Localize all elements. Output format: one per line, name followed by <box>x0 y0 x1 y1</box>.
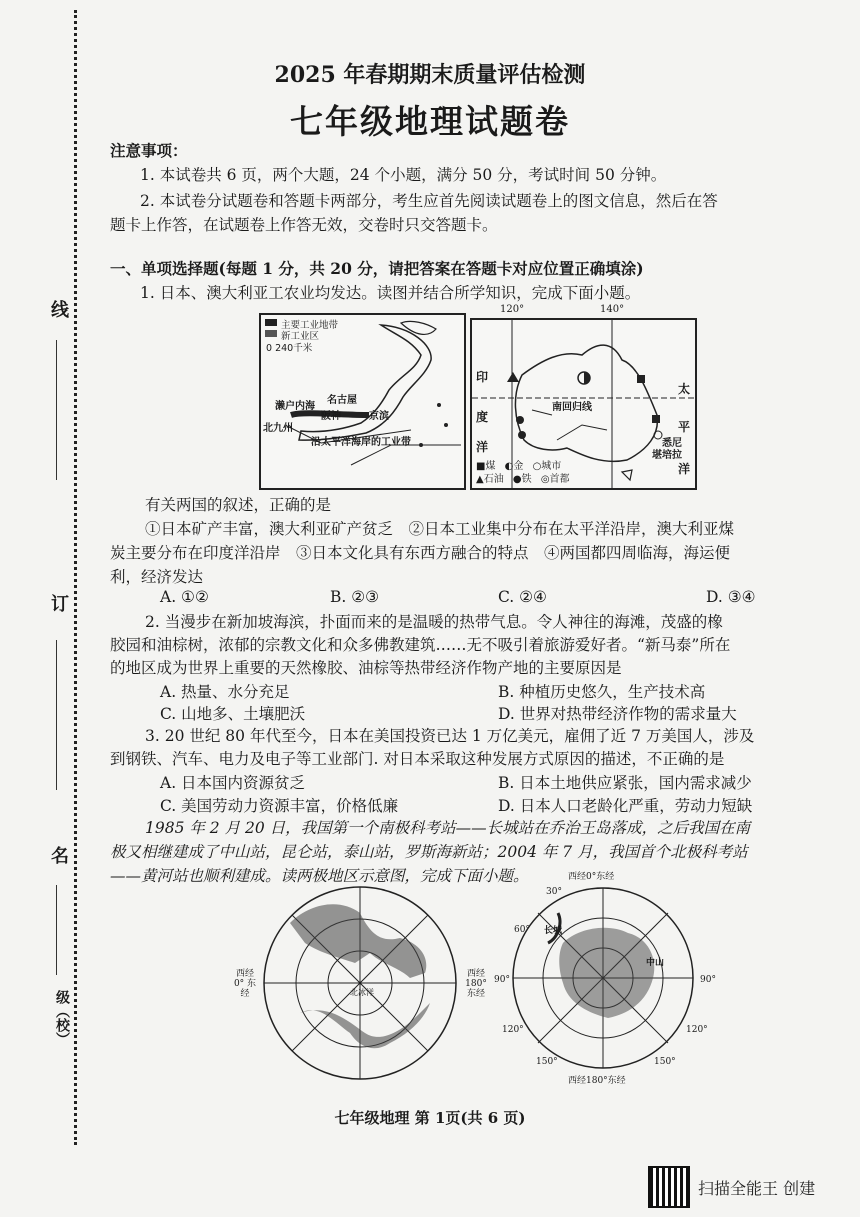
label-yang: 洋 <box>476 440 489 454</box>
legend-gold: ◐金 <box>504 461 524 472</box>
q1-stem: 有关两国的叙述，正确的是 <box>145 496 332 514</box>
q3-option-c: C. 美国劳动力资源丰富，价格低廉 <box>160 797 399 815</box>
binding-label-ji: 级（校） <box>54 990 70 1046</box>
antarctic-map-graphic <box>508 883 698 1073</box>
q2-text: 2. 当漫步在新加坡海滨，扑面而来的是温暖的热带气息。令人神往的海滩，茂盛的橡 <box>145 613 723 631</box>
legend-city: ○城市 <box>532 461 562 472</box>
q2-option-d: D. 世界对热带经济作物的需求量大 <box>498 705 737 723</box>
arctic-left-label: 西经 0° 东经 <box>233 969 257 999</box>
legend-new-area: 新工业区 <box>281 331 320 342</box>
label-setonaikai: 濑户内海 <box>275 401 315 412</box>
label-tai: 太 <box>678 382 691 396</box>
notes-item: 题卡上作答，在试题卷上作答无效，交卷时只交答题卡。 <box>110 216 498 234</box>
q2-text: 的地区成为世界上重要的天然橡胶、油棕等热带经济作物产地的主要原因是 <box>110 659 622 677</box>
lat-150l-label: 150° <box>536 1057 558 1067</box>
label-pacific-belt: 沿太平洋海岸的工业带 <box>311 437 411 448</box>
q1-text: 利，经济发达 <box>110 568 204 586</box>
label-ping: 平 <box>678 420 691 434</box>
scanner-watermark <box>648 1166 815 1208</box>
lat-90l-label: 90° <box>494 975 510 985</box>
q3-option-d: D. 日本人口老龄化严重，劳动力短缺 <box>498 797 753 815</box>
polar-intro: 1985 年 2 月 20 日，我国第一个南极科考站——长城站在乔治王岛落成，之后我国在南 <box>145 819 751 837</box>
legend-coal: ■煤 <box>476 461 496 472</box>
lat-30-label: 30° <box>546 887 562 897</box>
section-heading: 一、单项选择题(每题 1 分，共 20 分，请把答案在答题卡对应位置正确填涂) <box>110 259 644 278</box>
label-keihin: 京滨 <box>369 411 389 422</box>
arctic-map-graphic <box>260 883 460 1083</box>
lat-90r-label: 90° <box>700 975 716 985</box>
binding-label-ding: 订 <box>51 594 69 615</box>
binding-dotted-line <box>74 10 77 1145</box>
legend-capital: ◎首都 <box>540 474 570 485</box>
q2-option-c: C. 山地多、土壤肥沃 <box>160 705 306 723</box>
binding-label-ming: 名 <box>51 846 69 867</box>
antarctic-bottom-label: 西经180°东经 <box>568 1076 626 1086</box>
arctic-center-label: 北冰洋 <box>350 988 374 997</box>
aus-legend <box>476 460 570 486</box>
label-zhongshan: 中山 <box>646 958 665 968</box>
exam-title: 2025 年春期期末质量评估检测 <box>274 62 586 88</box>
q1-option-b: B. ②③ <box>330 588 380 606</box>
q2-option-b: B. 种植历史悠久，生产技术高 <box>498 683 706 701</box>
paper-title: 七年级地理试题卷 <box>290 102 570 141</box>
label-canberra: 堪培拉 <box>652 450 682 461</box>
q3-option-a: A. 日本国内资源贫乏 <box>160 774 306 792</box>
antarctic-top-label: 西经0°东经 <box>568 872 615 882</box>
notes-item: 1. 本试卷共 6 页，两个大题，24 个小题，满分 50 分，考试时间 50 分钟。 <box>140 166 667 184</box>
label-nagoya: 名古屋 <box>327 395 357 406</box>
q3-option-b: B. 日本土地供应紧张，国内需求减少 <box>498 774 752 792</box>
binding-label-line: 线 <box>51 300 69 321</box>
legend-industry-belt: 主要工业地带 <box>281 320 339 331</box>
binding-rule <box>56 640 57 790</box>
q1-option-d: D. ③④ <box>706 588 756 606</box>
binding-rule <box>56 340 57 480</box>
label-kitakyushu: 北九州 <box>263 423 293 434</box>
label-yin: 印 <box>476 370 489 384</box>
tropic-label: 南回归线 <box>552 402 592 413</box>
watermark-text: 扫描全能王 创建 <box>698 1178 816 1198</box>
notes-item: 2. 本试卷分试题卷和答题卡两部分，考生应首先阅读试题卷上的图文信息，然后在答 <box>140 192 718 210</box>
polar-intro: ——黄河站也顺利建成。读两极地区示意图，完成下面小题。 <box>110 867 529 885</box>
polar-intro: 极又相继建成了中山站，昆仑站，泰山站，罗斯海新站；2004 年 7 月，我国首个北极科考站 <box>110 843 748 861</box>
japan-map <box>259 313 466 490</box>
qr-code-icon <box>648 1166 690 1208</box>
label-changcheng: 长城 <box>544 926 563 936</box>
q1-text: 炭主要分布在印度洋沿岸 ③日本文化具有东西方融合的特点 ④两国都四周临海，海运便 <box>110 544 731 562</box>
page-footer: 七年级地理 第 1页(共 6 页) <box>334 1109 526 1127</box>
q1-text: ①日本矿产丰富，澳大利亚矿产贫乏 ②日本工业集中分布在太平洋沿岸，澳大利亚煤 <box>145 520 735 538</box>
q2-text: 胶园和油棕树，浓郁的宗教文化和众多佛教建筑……无不吸引着旅游爱好者。“新马泰”所在 <box>110 636 731 654</box>
label-osaka: 阪神 <box>321 411 341 422</box>
lon-140-label: 140° <box>600 304 625 315</box>
binding-rule <box>56 885 57 975</box>
label-pacific-yang: 洋 <box>678 462 691 476</box>
q3-text: 到钢铁、汽车、电力及电子等工业部门. 对日本采取这种发展方式原因的描述，不正确的是 <box>110 750 725 768</box>
arctic-map <box>233 883 487 1083</box>
q1-option-a: A. ①② <box>160 588 209 606</box>
lat-150r-label: 150° <box>654 1057 676 1067</box>
q2-option-a: A. 热量、水分充足 <box>160 683 290 701</box>
q3-text: 3. 20 世纪 80 年代至今，日本在美国投资已达 1 万亿美元，雇佣了近 7 万美国人，涉及 <box>145 727 755 745</box>
australia-map <box>470 304 697 490</box>
notes-heading: 注意事项： <box>110 141 188 160</box>
lat-120r-label: 120° <box>686 1025 708 1035</box>
q1-intro: 1. 日本、澳大利亚工农业均发达。读图并结合所学知识，完成下面小题。 <box>140 284 641 302</box>
lat-120l-label: 120° <box>502 1025 524 1035</box>
lon-120-label: 120° <box>500 304 525 315</box>
lat-60-label: 60° <box>514 925 530 935</box>
scale-label: 0 240千米 <box>266 343 313 354</box>
legend-iron: ●铁 <box>512 474 532 485</box>
label-du: 度 <box>476 410 489 424</box>
antarctic-map <box>494 872 716 1086</box>
label-sydney: 悉尼 <box>662 438 682 449</box>
arctic-right-label: 西经 180° 东经 <box>465 969 487 999</box>
legend-oil: ▲石油 <box>476 474 504 485</box>
q1-option-c: C. ②④ <box>498 588 547 606</box>
